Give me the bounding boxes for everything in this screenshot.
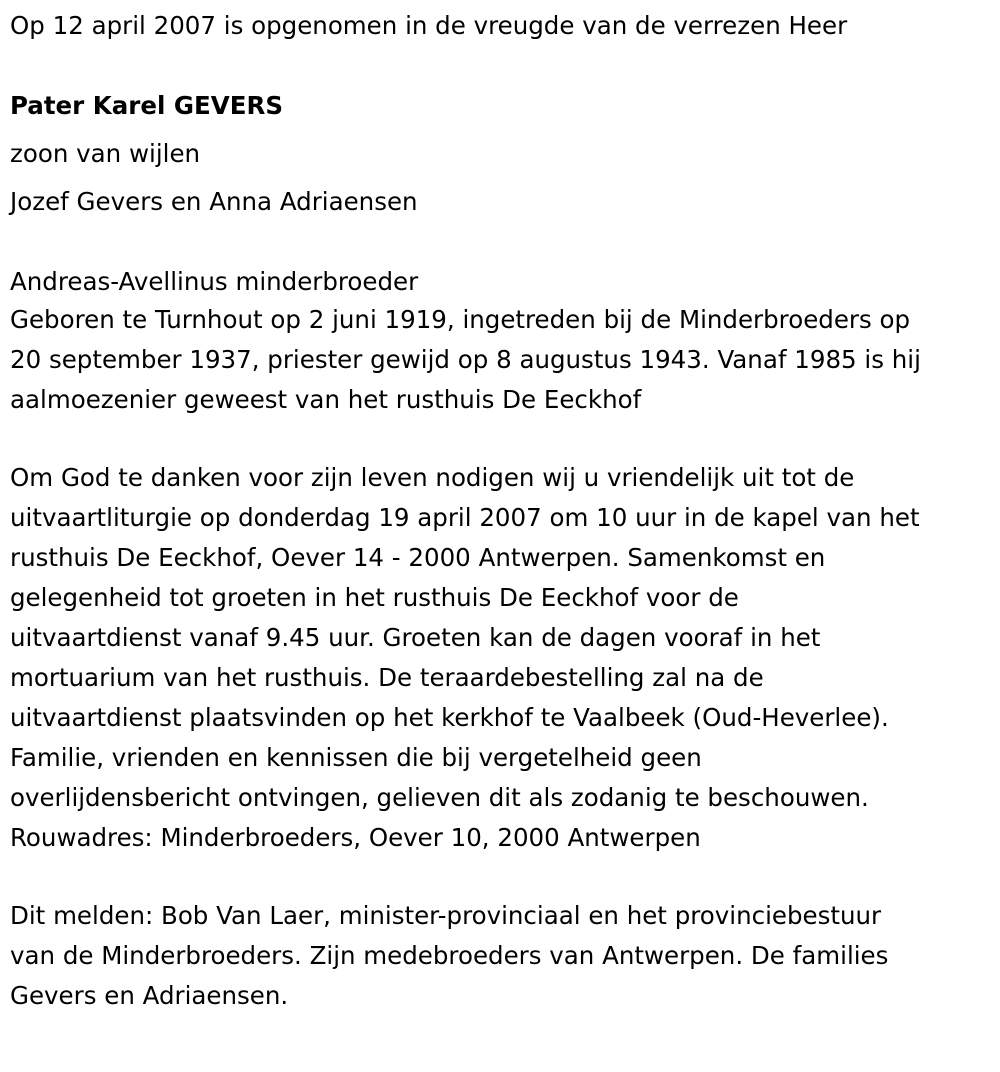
biography-line: aalmoezenier geweest van het rusthuis De Eeckhof [10, 385, 642, 414]
invitation-line: gelegenheid tot groeten in het rusthuis De Eeckhof voor de [10, 583, 739, 612]
order-text: Andreas-Avellinus minderbroeder [10, 267, 419, 296]
biography-paragraph [10, 300, 995, 420]
deceased-name: Pater Karel GEVERS [10, 91, 283, 120]
invitation-paragraph [10, 458, 995, 858]
announcers-line: van de Minderbroeders. Zijn medebroeders van Antwerpen. De families [10, 941, 889, 970]
biography-line: Geboren te Turnhout op 2 juni 1919, ingetreden bij de Minderbroeders op [10, 305, 911, 334]
biography-line: 20 september 1937, priester gewijd op 8 augustus 1943. Vanaf 1985 is hij [10, 345, 921, 374]
invitation-line: rusthuis De Eeckhof, Oever 14 - 2000 Antwerpen. Samenkomst en [10, 543, 826, 572]
invitation-line: uitvaartliturgie op donderdag 19 april 2007 om 10 uur in de kapel van het [10, 503, 920, 532]
invitation-line: mortuarium van het rusthuis. De teraardebestelling zal na de [10, 663, 764, 692]
son-of-text: zoon van wijlen [10, 139, 201, 168]
announcers-paragraph [10, 896, 995, 1016]
invitation-line: uitvaartdienst vanaf 9.45 uur. Groeten kan de dagen vooraf in het [10, 623, 821, 652]
invitation-line: Familie, vrienden en kennissen die bij vergetelheid geen [10, 743, 702, 772]
death-notice [10, 8, 995, 1016]
invitation-line: Rouwadres: Minderbroeders, Oever 10, 2000 Antwerpen [10, 823, 701, 852]
parents-text: Jozef Gevers en Anna Adriaensen [10, 187, 418, 216]
intro-text: Op 12 april 2007 is opgenomen in de vreugde van de verrezen Heer [10, 11, 848, 40]
invitation-line: Om God te danken voor zijn leven nodigen wij u vriendelijk uit tot de [10, 463, 855, 492]
announcers-line: Gevers en Adriaensen. [10, 981, 289, 1010]
invitation-line: uitvaartdienst plaatsvinden op het kerkhof te Vaalbeek (Oud-Heverlee). [10, 703, 889, 732]
announcers-line: Dit melden: Bob Van Laer, minister-provinciaal en het provinciebestuur [10, 901, 882, 930]
invitation-line: overlijdensbericht ontvingen, gelieven dit als zodanig te beschouwen. [10, 783, 869, 812]
